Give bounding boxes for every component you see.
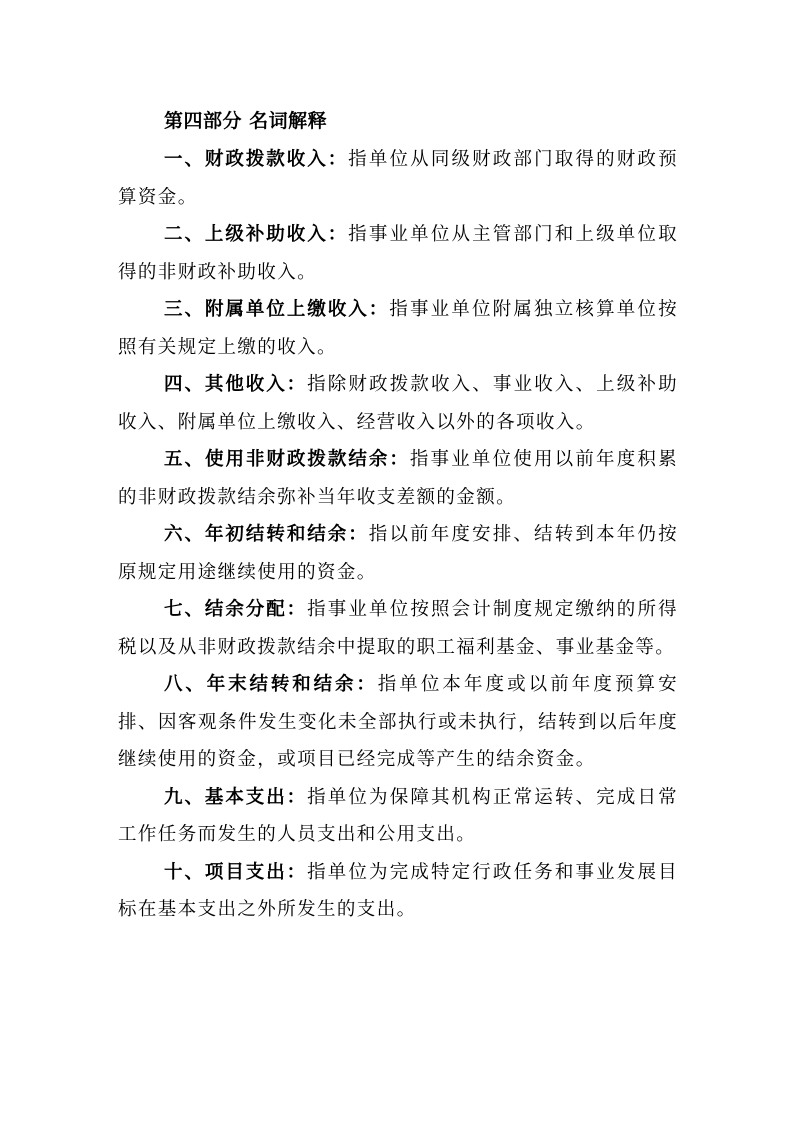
definition-5: 指事业单位使用以前年度积累的非财政拨款结余弥补当年收支差额的金额。 xyxy=(118,449,679,508)
definition-4: 指除财政拨款收入、事业收入、上级补助收入、附属单位上缴收入、经营收入以外的各项收入。 xyxy=(118,374,678,433)
entry-2 xyxy=(118,216,678,291)
definition-7: 指事业单位按照会计制度规定缴纳的所得税以及从非财政拨款结余中提取的职工福利基金、事业基金等。 xyxy=(118,599,678,658)
term-9: 九、基本支出： xyxy=(164,786,308,808)
definition-8: 指单位本年度或以前年度预算安排、因客观条件发生变化未全部执行或未执行，结转到以后年度继续使用的资金，或项目已经完成等产生的结余资金。 xyxy=(118,674,678,770)
definition-2: 指事业单位从主管部门和上级单位取得的非财政补助收入。 xyxy=(118,224,678,283)
entry-10 xyxy=(118,854,678,929)
term-3: 三、附属单位上缴收入： xyxy=(164,299,390,320)
definition-6: 指以前年度安排、结转到本年仍按原规定用途继续使用的资金。 xyxy=(118,524,678,583)
term-4: 四、其他收入： xyxy=(164,374,308,395)
section-title: 第四部分 名词解释 xyxy=(164,110,328,132)
entry-5 xyxy=(118,441,678,516)
definition-1: 指单位从同级财政部门取得的财政预算资金。 xyxy=(118,149,678,208)
document-page xyxy=(118,103,678,929)
term-10: 十、项目支出： xyxy=(164,861,308,883)
entry-6 xyxy=(118,516,678,591)
entry-8 xyxy=(118,666,678,779)
term-8: 八、年末结转和结余： xyxy=(164,674,378,695)
entry-9 xyxy=(118,779,678,854)
entry-4 xyxy=(118,366,678,441)
term-6: 六、年初结转和结余： xyxy=(164,524,369,545)
definition-9: 指单位为保障其机构正常运转、完成日常工作任务而发生的人员支出和公用支出。 xyxy=(118,786,678,845)
entry-7 xyxy=(118,591,678,666)
term-2: 二、上级补助收入： xyxy=(164,224,349,245)
term-5: 五、使用非财政拨款结余： xyxy=(164,449,410,470)
entry-1 xyxy=(118,141,678,216)
term-7: 七、结余分配： xyxy=(164,599,308,620)
definition-3: 指事业单位附属独立核算单位按照有关规定上缴的收入。 xyxy=(118,299,679,358)
term-1: 一、财政拨款收入： xyxy=(164,149,349,170)
definition-10: 指单位为完成特定行政任务和事业发展目标在基本支出之外所发生的支出。 xyxy=(118,861,678,920)
entry-3 xyxy=(118,291,678,366)
